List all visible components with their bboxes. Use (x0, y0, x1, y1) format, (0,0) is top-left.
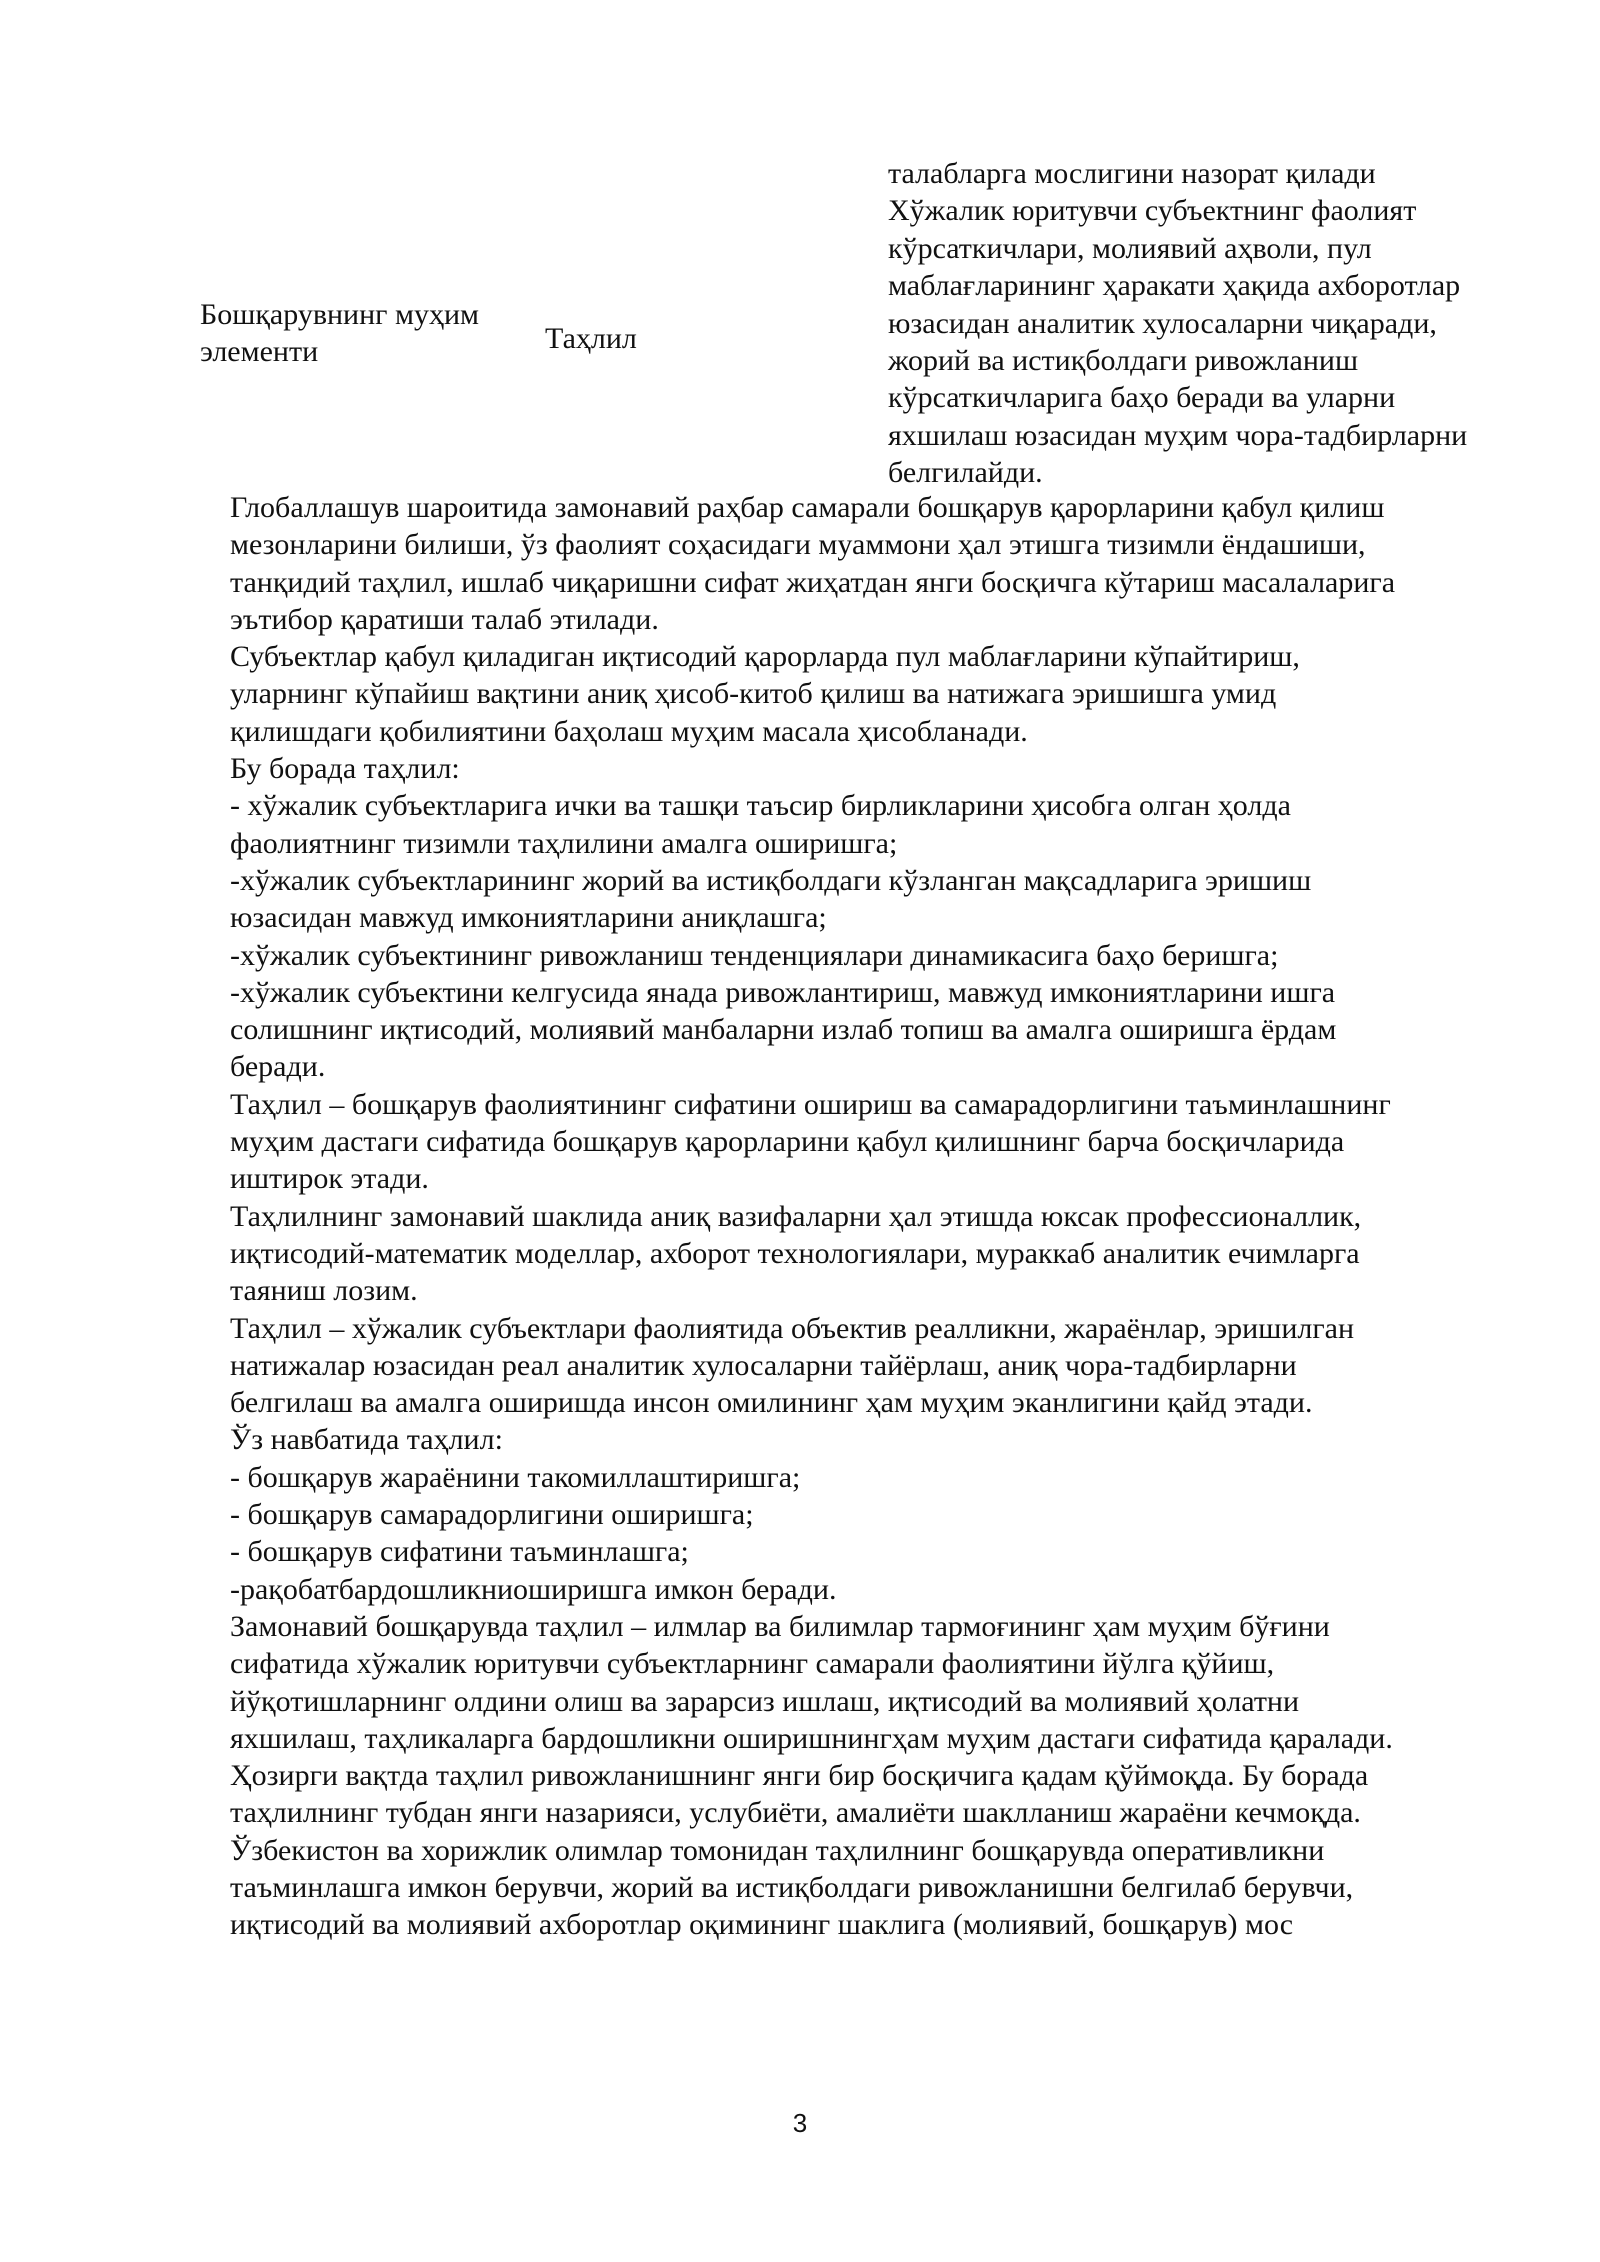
text-line: иқтисодий-математик моделлар, ахборот технологиялари, мураккаб аналитик ечимларга (230, 1236, 1360, 1270)
table-cell-line: жорий ва истиқболдаги ривожланиш (888, 344, 1359, 378)
text-line: Глобаллашув шароитида замонавий раҳбар самарали бошқарув қарорларини қабул қилиш (230, 491, 1385, 524)
text-line: беради. (230, 1050, 326, 1084)
table-cell-line: Бошқарувнинг муҳим (200, 298, 479, 331)
text-line: танқидий таҳлил, ишлаб чиқаришни сифат жиҳатдан янги босқичга кўтариш масалаларига (230, 565, 1396, 599)
text-line: - бошқарув самарадорлигини оширишга; (230, 1498, 754, 1532)
text-line: эътибор қаратиши талаб этилади. (230, 602, 659, 636)
text-line: Замонавий бошқарувда таҳлил – илмлар ва билимлар тармоғининг ҳам муҳим бўғини (230, 1609, 1330, 1643)
text-line: иқтисодий ва молиявий ахборотлар оқимининг шаклига (молиявий, бошқарув) мос (230, 1908, 1294, 1942)
table-cell-line: белгилайди. (888, 456, 1043, 490)
text-line: солишнинг иқтисодий, молиявий манбаларни излаб топиш ва амалга оширишга ёрдам (230, 1013, 1337, 1047)
text-line: -рақобатбардошликниоширишга имкон беради. (230, 1572, 837, 1606)
text-line: Бу борада таҳлил: (230, 752, 460, 786)
text-line: яхшилаш, таҳликаларга бардошликни оширишнингҳам муҳим дастаги сифатида қаралади. (230, 1721, 1393, 1755)
text-line: йўқотишларнинг олдини олиш ва зарарсиз ишлаш, иқтисодий ва молиявий ҳолатни (230, 1684, 1300, 1718)
text-line: муҳим дастаги сифатида бошқарув қарорларини қабул қилишнинг барча босқичларида (230, 1125, 1345, 1159)
text-line: Таҳлил – бошқарув фаолиятининг сифатини ошириш ва самарадорлигини таъминлашнинг (230, 1087, 1391, 1121)
text-line: - хўжалик субъектларига ички ва ташқи таъсир бирликларини ҳисобга олган ҳолда (230, 789, 1291, 823)
text-line: натижалар юзасидан реал аналитик хулосаларни тайёрлаш, аниқ чора-тадбирларни (230, 1348, 1297, 1382)
table-cell-element (200, 296, 530, 370)
text-line: қилишдаги қобилиятини баҳолаш муҳим масала ҳисобланади. (230, 714, 1028, 748)
text-line: -хўжалик субъектларининг жорий ва истиқболдаги кўзланган мақсадларига эришиш (230, 863, 1312, 897)
table-cell-line: маблағларининг ҳаракати ҳақида ахборотлар (888, 269, 1461, 303)
text-line: Субъектлар қабул қиладиган иқтисодий қарорларда пул маблағларини кўпайтириш, (230, 640, 1300, 674)
text-line: Таҳлил – хўжалик субъектлари фаолиятида объектив реалликни, жараёнлар, эришилган (230, 1311, 1355, 1345)
table-fragment (0, 0, 1600, 490)
text-line: иштирок этади. (230, 1162, 429, 1196)
table-cell-line: яхшилаш юзасидан муҳим чора-тадбирларни (888, 418, 1468, 452)
text-line: белгилаш ва амалга оширишда инсон омилининг ҳам муҳим эканлигини қайд этади. (230, 1386, 1313, 1420)
text-line: уларнинг кўпайиш вақтини аниқ ҳисоб-китоб қилиш ва натижага эришишга умид (230, 677, 1277, 711)
table-cell-line: юзасидан аналитик хулосаларни чиқаради, (888, 306, 1437, 340)
text-line: мезонларини билиши, ўз фаолият соҳасидаги муаммони ҳал этишга тизимли ёндашиши, (230, 528, 1366, 562)
table-cell-line: кўрсаткичлари, молиявий аҳволи, пул (888, 231, 1372, 265)
text-line: Ўзбекистон ва хорижлик олимлар томонидан таҳлилнинг бошқарувда оперативликни (230, 1833, 1325, 1867)
text-line: сифатида хўжалик юритувчи субъектларнинг самарали фаолиятини йўлга қўйиш, (230, 1647, 1275, 1681)
text-line: -хўжалик субъектини келгусида янада ривожлантириш, мавжуд имкониятларини ишга (230, 975, 1336, 1009)
table-cell-line: кўрсаткичларига баҳо беради ва уларни (888, 381, 1396, 415)
table-cell-line: Хўжалик юритувчи субъектнинг фаолият (888, 194, 1417, 228)
text-line: - бошқарув сифатини таъминлашга; (230, 1535, 689, 1569)
text-line: Ҳозирги вақтда таҳлил ривожланишнинг янги бир босқичига қадам қўймоқда. Бу борада (230, 1759, 1369, 1793)
text-line: таяниш лозим. (230, 1274, 418, 1308)
text-line: Таҳлилнинг замонавий шаклида аниқ вазифаларни ҳал этишда юксак профессионаллик, (230, 1199, 1362, 1233)
text-line: таҳлилнинг тубдан янги назарияси, услубиёти, амалиёти шаклланиш жараёни кечмоқда. (230, 1796, 1361, 1830)
text-line: фаолиятнинг тизимли таҳлилини амалга оширишга; (230, 826, 898, 860)
text-line: таъминлашга имкон берувчи, жорий ва истиқболдаги ривожланишни белгилаб берувчи, (230, 1870, 1354, 1904)
table-cell-line: талабларга мослигини назорат қилади (888, 157, 1376, 190)
text-line: - бошқарув жараёнини такомиллаштиришга; (230, 1460, 801, 1494)
table-cell-description (888, 155, 1528, 492)
table-cell-analysis: Таҳлил (545, 322, 637, 355)
body-text (230, 489, 1530, 1944)
text-line: Ўз навбатида таҳлил: (230, 1423, 503, 1457)
text-line: юзасидан мавжуд имкониятларини аниқлашга; (230, 901, 827, 935)
text-line: -хўжалик субъектининг ривожланиш тенденциялари динамикасига баҳо беришга; (230, 938, 1279, 972)
table-cell-line: элементи (200, 335, 319, 368)
page-number: 3 (792, 2108, 808, 2138)
